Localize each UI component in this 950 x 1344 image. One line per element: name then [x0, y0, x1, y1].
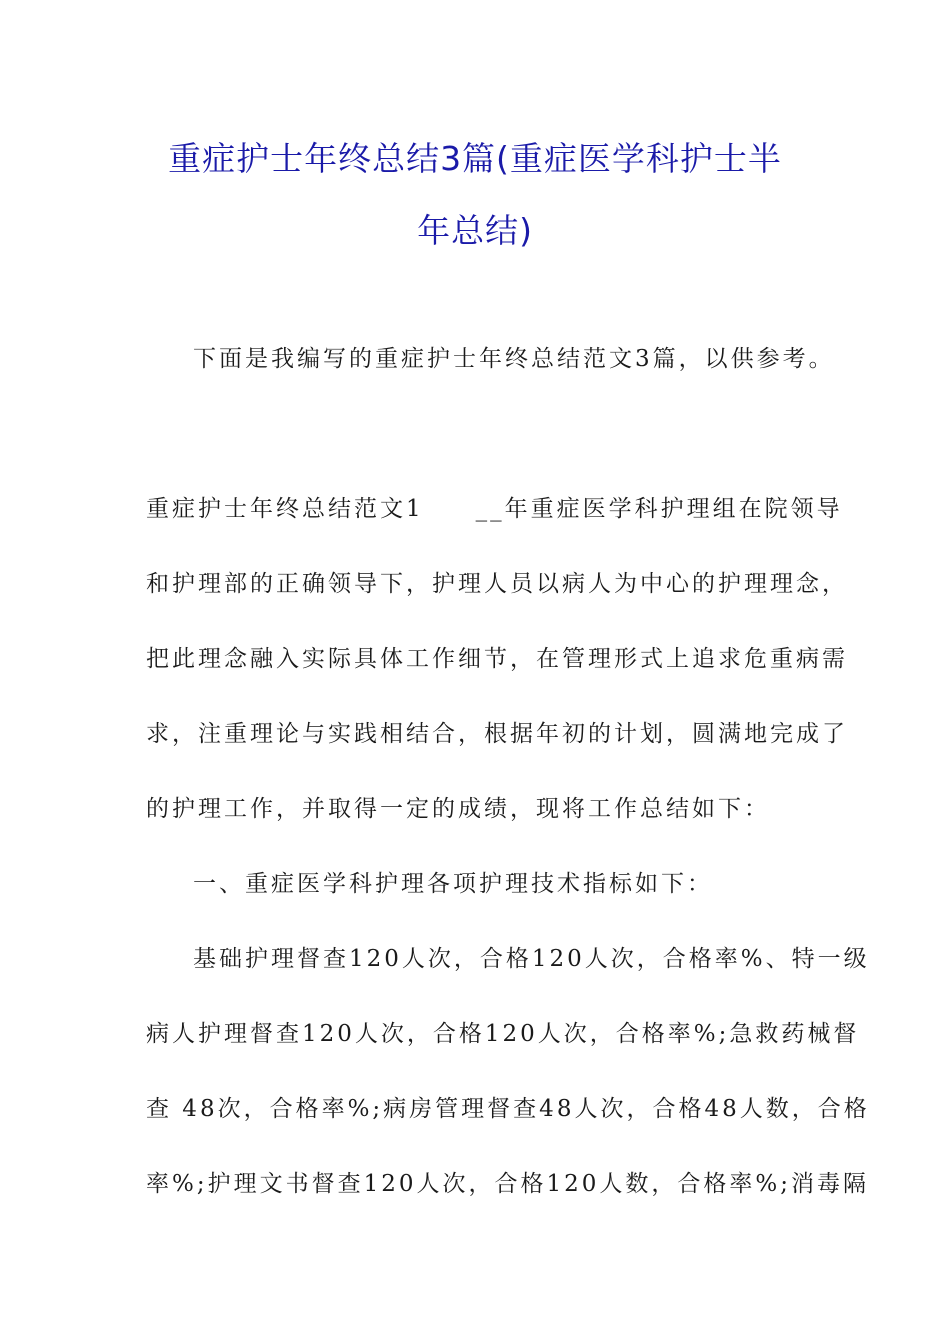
body-line: 和护理部的正确领导下，护理人员以病人为中心的护理理念， [146, 571, 848, 597]
body-line: 查 48次，合格率%;病房管理督查48人次，合格48人数，合格 [146, 1096, 870, 1122]
section-heading: 一、重症医学科护理各项护理技术指标如下： [193, 871, 713, 897]
intro-paragraph: 下面是我编写的重症护士年终总结范文3篇，以供参考。 [193, 346, 835, 372]
body-line: 求，注重理论与实践相结合，根据年初的计划，圆满地完成了 [146, 721, 848, 747]
body-line: 把此理念融入实际具体工作细节，在管理形式上追求危重病需 [146, 646, 848, 672]
body-line: 病人护理督查120人次，合格120人次，合格率%;急救药械督 [146, 1021, 860, 1047]
body-line: 率%;护理文书督查120人次，合格120人数，合格率%;消毒隔 [146, 1171, 870, 1197]
body-line: 重症护士年终总结范文1 __年重症医学科护理组在院领导 [146, 496, 843, 522]
document-title-line-1: 重症护士年终总结3篇(重症医学科护士半 [168, 139, 782, 178]
body-line: 基础护理督查120人次，合格120人次，合格率%、特一级 [193, 946, 870, 972]
document-title-line-2: 年总结) [417, 211, 533, 250]
body-line: 的护理工作，并取得一定的成绩，现将工作总结如下： [146, 796, 770, 822]
